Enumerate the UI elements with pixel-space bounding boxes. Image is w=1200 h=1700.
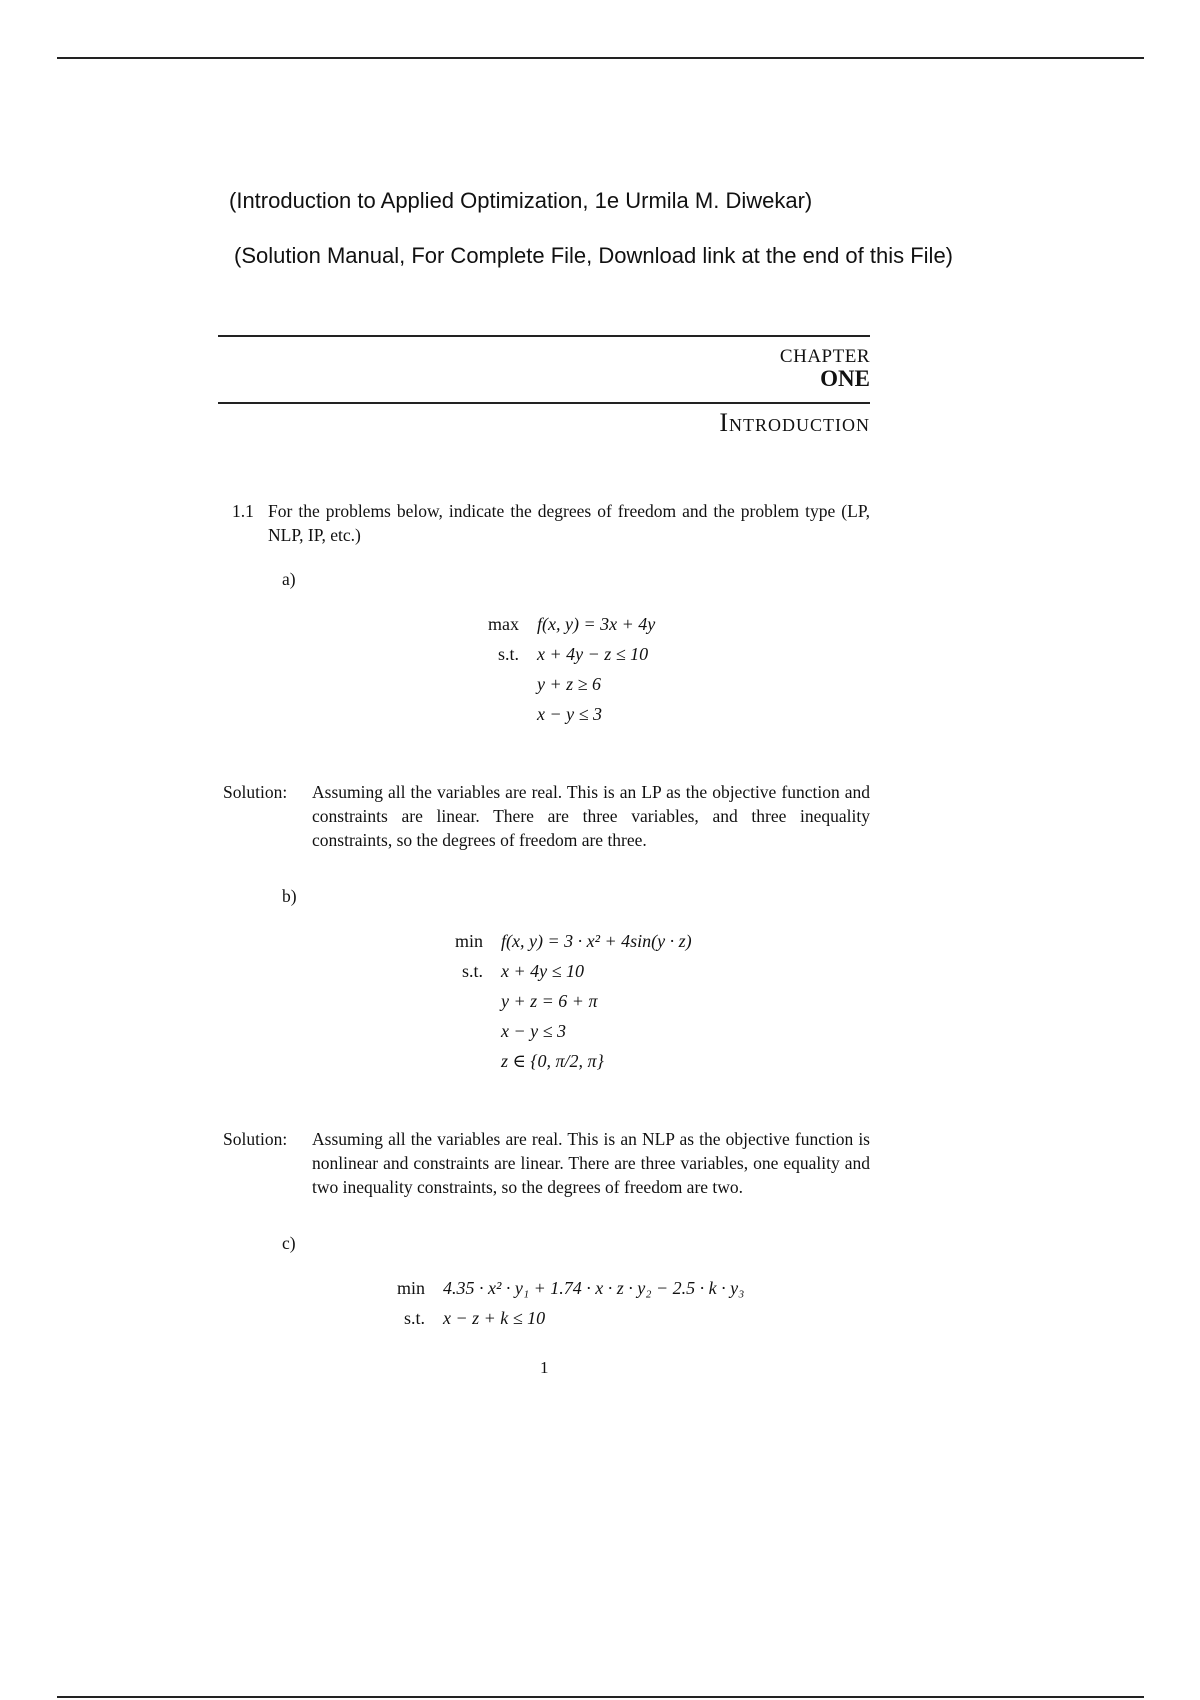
formula-row (488, 639, 655, 669)
problem-number: 1.1 (232, 501, 254, 521)
part-c-label: c) (282, 1233, 296, 1253)
formula-row (455, 986, 692, 1016)
formula-row (455, 1046, 692, 1076)
formula-operator: s.t. (462, 961, 484, 981)
page-top-rule (57, 57, 1144, 59)
chapter-top-rule (218, 335, 870, 337)
chapter-title: Introduction (719, 408, 870, 437)
formula-operator (455, 986, 501, 1016)
formula-expression: 4.35 · x² · y₁ + 1.74 · x · z · y₂ − 2.5 · k · y₃ (443, 1278, 745, 1298)
formula-expression: x − y ≤ 3 (501, 1021, 567, 1041)
formula-row (397, 1273, 744, 1303)
chapter-label: CHAPTER (779, 346, 870, 367)
formula-operator: s.t. (404, 1308, 426, 1328)
formula-row (455, 926, 692, 956)
formula-expression: x − z + k ≤ 10 (443, 1308, 546, 1328)
part-b-label: b) (282, 886, 297, 906)
chapter-number: ONE (820, 366, 870, 391)
problem-text: For the problems below, indicate the degrees of freedom and the problem type (LP, NLP, IP, etc.) (268, 501, 870, 545)
formula-row (455, 1016, 692, 1046)
chapter-bottom-rule (218, 402, 870, 404)
formula-operator (488, 699, 537, 729)
formula-operator: min (455, 931, 484, 951)
formula-expression: x + 4y ≤ 10 (501, 961, 585, 981)
part-a-label: a) (282, 569, 296, 589)
formula-expression: z ∈ {0, π/2, π} (501, 1051, 604, 1071)
part-a-formulation (488, 609, 655, 729)
formula-expression: x + 4y − z ≤ 10 (537, 644, 649, 664)
formula-expression: y + z ≥ 6 (537, 674, 602, 694)
part-c-formulation (397, 1273, 744, 1333)
formula-expression: x − y ≤ 3 (537, 704, 603, 724)
formula-expression: y + z = 6 + π (501, 991, 598, 1011)
formula-row (488, 609, 655, 639)
formula-operator (455, 1046, 501, 1076)
formula-row (488, 669, 655, 699)
formula-operator: s.t. (497, 644, 519, 664)
page-bottom-rule (57, 1696, 1144, 1698)
formula-row (455, 956, 692, 986)
formula-operator: max (488, 614, 519, 634)
formula-expression: f(x, y) = 3 · x² + 4sin(y · z) (501, 931, 692, 951)
solution-a-text: Assuming all the variables are real. This is an LP as the objective function and constraints are linear. There are three variables, and three inequality constraints, so the degrees of freedom are three. (312, 782, 870, 850)
formula-row (397, 1303, 744, 1333)
solution-b-text: Assuming all the variables are real. This is an NLP as the objective function is nonlinear and constraints are linear. There are three variables, one equality and two inequality constraints, so the degrees of freedom are two. (312, 1129, 870, 1197)
header-title-line: (Introduction to Applied Optimization, 1e Urmila M. Diwekar) (229, 188, 813, 213)
solution-a-label: Solution: (223, 782, 288, 802)
formula-expression: f(x, y) = 3x + 4y (537, 614, 656, 634)
formula-row (488, 699, 655, 729)
solution-b-label: Solution: (223, 1129, 288, 1149)
page-number: 1 (540, 1358, 549, 1377)
header-subtitle-line: (Solution Manual, For Complete File, Download link at the end of this File) (234, 243, 954, 268)
formula-operator: min (397, 1278, 426, 1298)
part-b-formulation (455, 926, 692, 1076)
formula-operator (455, 1016, 501, 1046)
formula-operator (488, 669, 537, 699)
